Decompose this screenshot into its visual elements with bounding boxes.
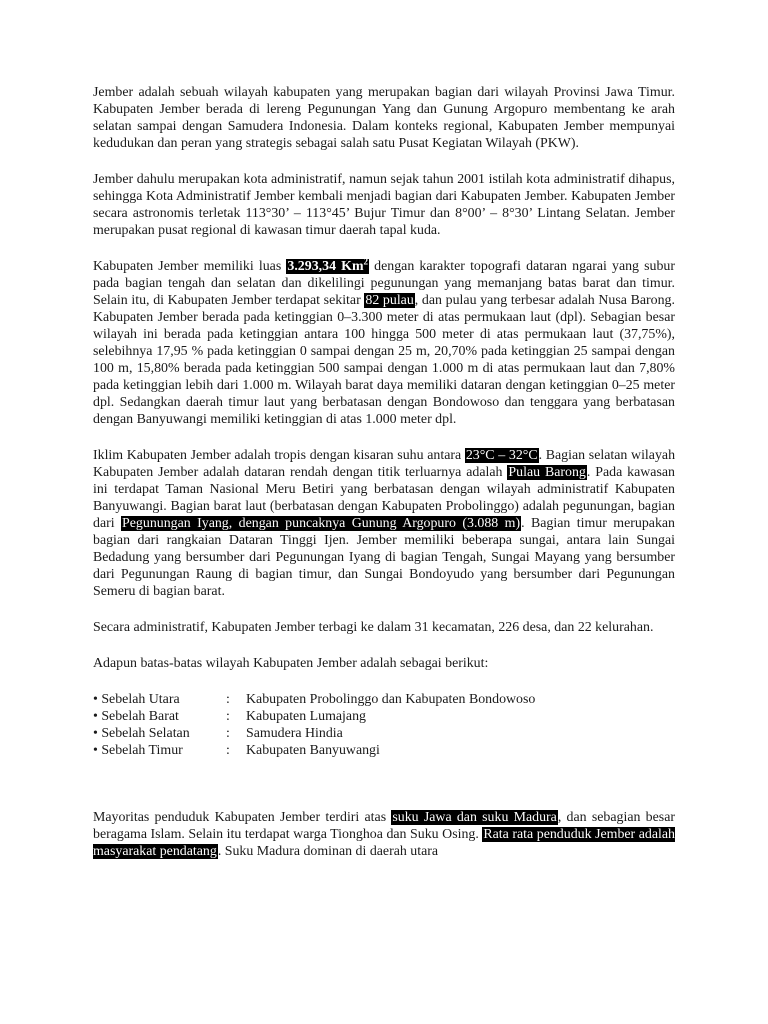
text-run: dengan karakter topografi dataran ngarai yang subur pada bagian tengah dan selatan dan dikelilingi pegunungan yang memanjang batas barat dan timur. Selain itu, di Kabupaten Jember terdapat sekitar [93,259,676,308]
list-item [93,725,675,742]
highlight-ethnic-groups: suku Jawa dan suku Madura [392,810,557,825]
border-separator: : [226,692,230,707]
highlight-pulau-barong: Pulau Barong [508,465,586,480]
border-separator: : [226,709,230,724]
border-region: Kabupaten Probolinggo dan Kabupaten Bondowoso [246,692,536,707]
highlight-area: 3.293,34 Km$^2$ [287,256,369,274]
border-separator: : [226,726,230,741]
list-item [93,708,675,725]
text-run: , dan pulau yang terbesar adalah Nusa Barong. Kabupaten Jember berada pada ketinggian 0–3.300 meter di atas permukaan laut (dpl). Sebagian besar wilayah ini berada pada ketinggian antara 100 hingga 500 meter di atas permukaan laut (37,75%), selebihnya 17,95 % pada ketinggian 0 sampai dengan 25 m, 20,70% pada ketinggian 25 sampai dengan 100 m, 15,80% berada pada ketinggian 500 sampai dengan 1.000 m di atas permukaan laut dan 7,80% pada ketinggian lebih dari 1.000 m. Wilayah barat daya memiliki dataran dengan ketinggian 0–25 meter dpl. Sedangkan daerah timur laut yang berbatasan dengan Bondowoso dan tenggara yang berbatasan dengan Banyuwangi memiliki ketinggian di atas 1.000 meter dpl. [93,293,675,427]
text-run: Iklim Kabupaten Jember adalah tropis dengan kisaran suhu antara [93,448,465,463]
paragraph-population [93,809,675,860]
border-region: Samudera Hindia [246,726,343,741]
border-direction: • Sebelah Barat [93,709,179,724]
list-item [93,691,675,708]
highlight-temperature: 23°C – 32°C [465,448,538,463]
text-run: . Bagian selatan wilayah Kabupaten Jember adalah dataran rendah dengan titik terluarnya adalah [93,448,676,480]
border-region: Kabupaten Lumajang [246,709,366,724]
paragraph-climate [93,447,675,600]
border-direction: • Sebelah Selatan [93,726,190,741]
highlight-migrants: Rata rata penduduk Jember adalah masyarakat pendatang [93,827,675,859]
highlight-islands: 82 pulau [365,293,414,308]
border-direction: • Sebelah Utara [93,692,180,707]
border-direction: • Sebelah Timur [93,743,183,758]
text-run: Mayoritas penduduk Kabupaten Jember terdiri atas [93,810,392,825]
text-run: . Bagian timur merupakan bagian dari rangkaian Dataran Tinggi Ijen. Jember memiliki beberapa sungai, antara lain Sungai Bedadung yang bersumber dari Pegunungan Iyang di bagian Tengah, Sungai Mayang yang bersumber dari Pegunungan Raung di bagian timur, dan Sungai Bondoyudo yang bersumber dari Pegunungan Semeru di bagian barat. [93,516,675,599]
border-region: Kabupaten Banyuwangi [246,743,380,758]
text-run: , dan sebagian besar beragama Islam. Selain itu terdapat warga Tionghoa dan Suku Osing. [93,810,675,842]
borders-list [93,691,675,759]
paragraph-borders-intro: Adapun batas-batas wilayah Kabupaten Jember adalah sebagai berikut: [93,656,489,671]
document-page [93,84,675,879]
paragraph-intro: Jember adalah sebuah wilayah kabupaten yang merupakan bagian dari wilayah Provinsi Jawa Timur. Kabupaten Jember berada di lereng Pegunungan Yang dan Gunung Argopuro membentang ke arah selatan sampai dengan Samudera Indonesia. Dalam konteks regional, Kabupaten Jember mempunyai kedudukan dan peran yang strategis sebagai salah satu Pusat Kegiatan Wilayah (PKW). [93,85,675,151]
paragraph-history: Jember dahulu merupakan kota administratif, namun sejak tahun 2001 istilah kota administratif dihapus, sehingga Kota Administratif Jember kembali menjadi bagian dari Kabupaten Jember. Kabupaten Jember secara astronomis terletak 113°30’ – 113°45’ Bujur Timur dan 8°00’ – 8°30’ Lintang Selatan. Jember merupakan pusat regional di kawasan timur daerah tapal kuda. [93,172,675,238]
highlight-argopuro: Pegunungan Iyang, dengan puncaknya Gunung Argopuro (3.088 m) [122,516,521,531]
text-run: . Pada kawasan ini terdapat Taman Nasional Meru Betiri yang berbatasan dengan wilayah administratif Kabupaten Banyuwangi. Bagian barat laut (berbatasan dengan Kabupaten Probolinggo) adalah pegunungan, bagian dari [93,465,675,531]
paragraph-administrative: Secara administratif, Kabupaten Jember terbagi ke dalam 31 kecamatan, 226 desa, dan 22 kelurahan. [93,620,654,635]
border-separator: : [226,743,230,758]
text-run: . Suku Madura dominan di daerah utara [217,844,439,859]
list-item [93,742,675,759]
paragraph-topography [93,258,675,428]
text-run: Kabupaten Jember memiliki luas [93,259,287,274]
